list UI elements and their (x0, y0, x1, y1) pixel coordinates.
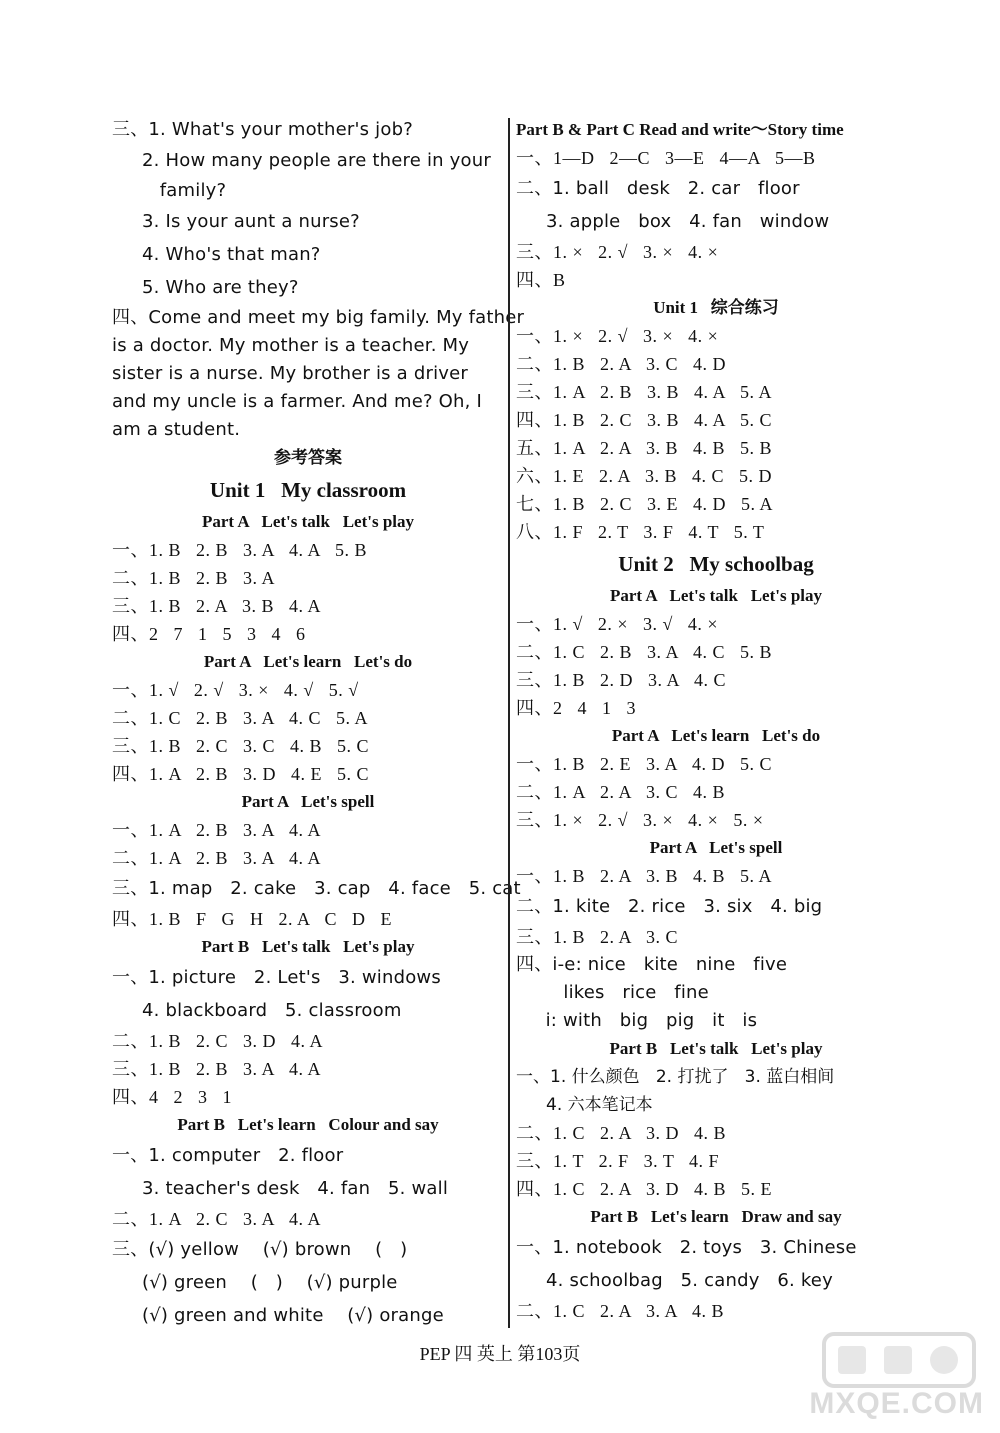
answer-line: 一、1. B 2. A 3. B 4. B 5. A (516, 866, 773, 886)
answer-line: 二、1. C 2. A 3. A 4. B (516, 1301, 725, 1321)
answer-line: i: with big pig it is (516, 1010, 758, 1031)
answer-line: 二、1. B 2. B 3. A (112, 568, 276, 588)
answer-line: 2. How many people are there in your (142, 150, 491, 171)
answer-line: 二、1. C 2. A 3. D 4. B (516, 1123, 727, 1143)
answer-line: 一、1. notebook 2. toys 3. Chinese (516, 1237, 857, 1258)
answer-line: 三、(√) yellow (√) brown ( ) (112, 1239, 408, 1260)
answer-line: 四、4 2 3 1 (112, 1087, 232, 1107)
answer-line: 三、1. B 2. B 3. A 4. A (112, 1059, 322, 1079)
section-heading: Unit 1 My classroom (209, 478, 407, 502)
answer-line: 一、1. B 2. E 3. A 4. D 5. C (516, 754, 773, 774)
answer-line: 二、1. kite 2. rice 3. six 4. big (516, 896, 823, 917)
answer-line: 一、1. picture 2. Let's 3. windows (112, 967, 441, 988)
section-heading: Part A Let's spell (241, 792, 375, 811)
watermark-text: MXQE.COM (809, 1387, 984, 1420)
answer-line: 三、1. × 2. √ 3. × 4. × 5. × (516, 810, 764, 830)
answer-line: 三、1. B 2. A 3. B 4. A (112, 596, 322, 616)
section-heading: Part A Let's learn Let's do (203, 652, 413, 671)
answer-line: 四、2 4 1 3 (516, 698, 636, 718)
section-heading: 参考答案 (274, 448, 342, 467)
page-footer: PEP 四 英上 第103页 (419, 1344, 581, 1364)
answer-line: 一、1. √ 2. √ 3. × 4. √ 5. √ (112, 680, 359, 700)
answer-line: 5. Who are they? (142, 277, 299, 298)
section-heading: Unit 2 My schoolbag (618, 552, 814, 576)
answer-line: 一、1. × 2. √ 3. × 4. × (516, 326, 719, 346)
answer-line: 七、1. B 2. C 3. E 4. D 5. A (516, 494, 774, 514)
column-divider (508, 118, 510, 1328)
answer-line: (√) green ( ) (√) purple (142, 1272, 398, 1293)
answer-line: 五、1. A 2. A 3. B 4. B 5. B (516, 438, 773, 458)
answer-line: 二、1. B 2. A 3. C 4. D (516, 354, 727, 374)
answer-line: 一、1. computer 2. floor (112, 1145, 344, 1166)
section-heading: Part B Let's talk Let's play (609, 1039, 823, 1058)
answer-line: 二、1. A 2. B 3. A 4. A (112, 848, 322, 868)
answer-line: 四、1. B F G H 2. A C D E (112, 909, 393, 929)
section-heading: Part B & Part C Read and write～Story time (516, 120, 844, 139)
left-column (112, 116, 525, 1332)
answer-line: 3. apple box 4. fan window (546, 211, 830, 232)
section-heading: Part A Let's spell (649, 838, 783, 857)
answer-line: 三、1. A 2. B 3. B 4. A 5. A (516, 382, 773, 402)
answer-line: 四、i-e: nice kite nine five (516, 954, 788, 975)
section-heading: Part B Let's talk Let's play (201, 937, 415, 956)
answer-line: 4. blackboard 5. classroom (142, 1000, 402, 1021)
section-heading: Unit 1 综合练习 (653, 298, 779, 317)
answer-line: 四、1. C 2. A 3. D 4. B 5. E (516, 1179, 773, 1199)
answer-line: (√) green and white (√) orange (142, 1305, 444, 1326)
section-heading: Part B Let's learn Colour and say (177, 1115, 439, 1134)
answer-line: 三、1. B 2. A 3. C (516, 927, 679, 947)
answer-line: 三、1. B 2. C 3. C 4. B 5. C (112, 736, 370, 756)
answer-line: family? (142, 180, 227, 201)
section-heading: Part A Let's talk Let's play (201, 512, 415, 531)
answer-line: 一、1. √ 2. × 3. √ 4. × (516, 614, 719, 634)
answer-line: 4. schoolbag 5. candy 6. key (546, 1270, 833, 1291)
answer-line: sister is a nurse. My brother is a driver (112, 363, 468, 384)
answer-line: 二、1. C 2. B 3. A 4. C 5. A (112, 708, 369, 728)
answer-line: 三、1. B 2. D 3. A 4. C (516, 670, 727, 690)
answer-line: and my uncle is a farmer. And me? Oh, I (112, 391, 482, 412)
answer-line: am a student. (112, 419, 241, 440)
watermark-logo (804, 1328, 994, 1423)
answer-line: 三、1. × 2. √ 3. × 4. × (516, 242, 719, 262)
answer-line: 4. Who's that man? (142, 244, 321, 265)
answer-line: 一、1. 什么颜色 2. 打扰了 3. 蓝白相间 (516, 1067, 835, 1087)
answer-line: is a doctor. My mother is a teacher. My (112, 335, 470, 356)
right-column (516, 116, 916, 1325)
answer-line: 四、1. B 2. C 3. B 4. A 5. C (516, 410, 773, 430)
section-heading: Part A Let's learn Let's do (611, 726, 821, 745)
answer-line: 四、2 7 1 5 3 4 6 (112, 624, 306, 644)
answer-line: 六、1. E 2. A 3. B 4. C 5. D (516, 466, 773, 486)
answer-line: 四、B (516, 270, 566, 290)
answer-line: 一、1. A 2. B 3. A 4. A (112, 820, 322, 840)
answer-line: 八、1. F 2. T 3. F 4. T 5. T (516, 522, 765, 542)
answer-line: 二、1. B 2. C 3. D 4. A (112, 1031, 324, 1051)
answer-line: 四、Come and meet my big family. My father (112, 307, 525, 328)
section-heading: Part B Let's learn Draw and say (590, 1207, 842, 1226)
answer-line: 三、1. What's your mother's job? (112, 119, 413, 140)
answer-line: likes rice fine (516, 982, 709, 1003)
answer-line: 四、1. A 2. B 3. D 4. E 5. C (112, 764, 370, 784)
answer-line: 二、1. ball desk 2. car floor (516, 178, 800, 199)
answer-line: 二、1. A 2. A 3. C 4. B (516, 782, 726, 802)
answer-line: 4. 六本笔记本 (546, 1095, 653, 1115)
answer-line: 二、1. A 2. C 3. A 4. A (112, 1209, 322, 1229)
answer-line: 一、1. B 2. B 3. A 4. A 5. B (112, 540, 368, 560)
answer-line: 三、1. T 2. F 3. T 4. F (516, 1151, 720, 1171)
answer-line: 二、1. C 2. B 3. A 4. C 5. B (516, 642, 773, 662)
answer-line: 三、1. map 2. cake 3. cap 4. face 5. cat (112, 878, 521, 899)
answer-line: 一、1—D 2—C 3—E 4—A 5—B (516, 148, 816, 168)
section-heading: Part A Let's talk Let's play (609, 586, 823, 605)
answer-line: 3. teacher's desk 4. fan 5. wall (142, 1178, 449, 1199)
answer-line: 3. Is your aunt a nurse? (142, 211, 360, 232)
